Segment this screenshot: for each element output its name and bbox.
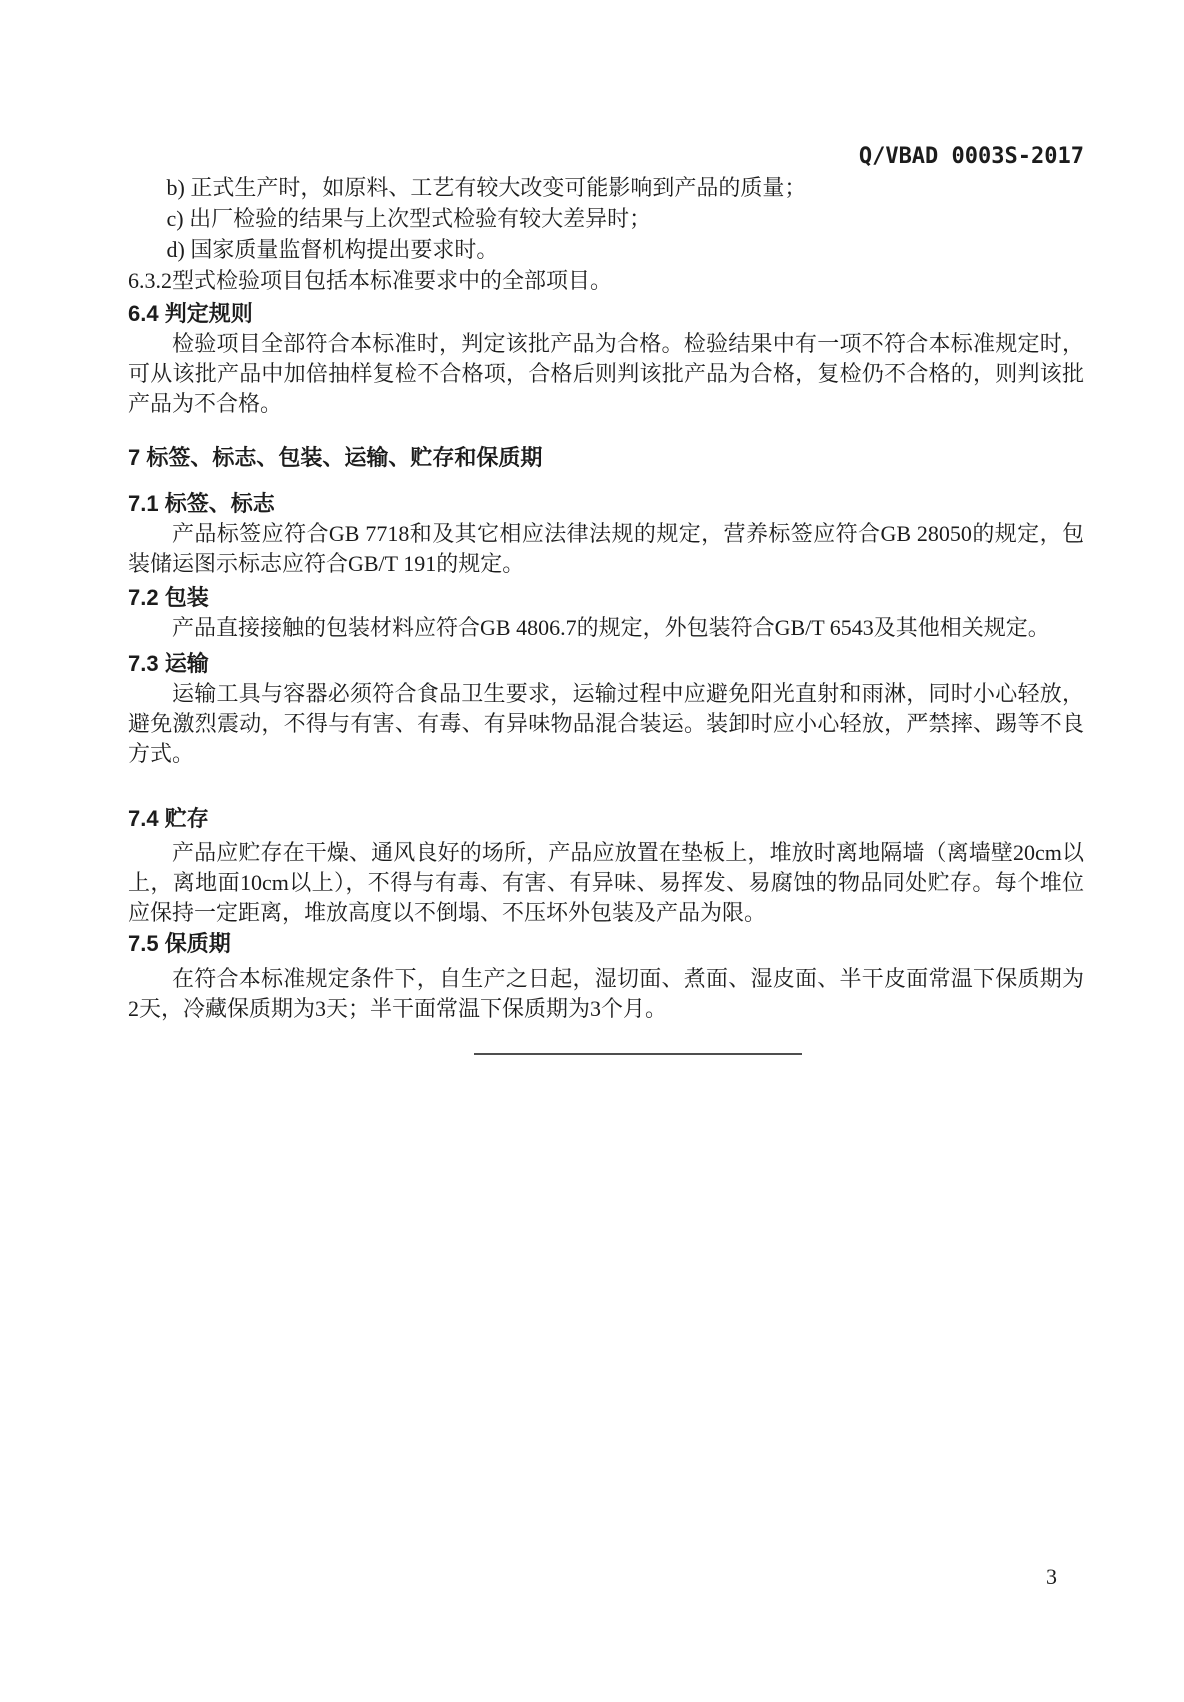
- document-body: [128, 142, 1084, 1055]
- section-heading-7: 7 标签、标志、包装、运输、贮存和保质期: [128, 445, 543, 470]
- paragraph-6-4: 检验项目全部符合本标准时，判定该批产品为合格。检验结果中有一项不符合本标准规定时，可从该批产品中加倍抽样复检不合格项，合格后则判该批产品为合格，复检仍不合格的，则判该批产品为不合格。: [128, 331, 1084, 416]
- page-number: 3: [1046, 1564, 1057, 1589]
- clause-6-3-2: 6.3.2型式检验项目包括本标准要求中的全部项目。: [128, 268, 613, 293]
- paragraph-7-5: 在符合本标准规定条件下，自生产之日起，湿切面、煮面、湿皮面、半干皮面常温下保质期为2天，冷藏保质期为3天；半干面常温下保质期为3个月。: [128, 966, 1084, 1021]
- standard-code-header: Q/VBAD 0003S-2017: [858, 144, 1084, 169]
- section-heading-7-2: 7.2 包装: [128, 585, 209, 610]
- paragraph-7-1: 产品标签应符合GB 7718和及其它相应法律法规的规定，营养标签应符合GB 28050的规定，包装储运图示标志应符合GB/T 191的规定。: [128, 521, 1084, 576]
- section-heading-7-3: 7.3 运输: [128, 651, 209, 676]
- list-item-d: d) 国家质量监督机构提出要求时。: [166, 237, 499, 262]
- list-item-c: c) 出厂检验的结果与上次型式检验有较大差异时；: [166, 206, 652, 231]
- paragraph-7-4: 产品应贮存在干燥、通风良好的场所，产品应放置在垫板上，堆放时离地隔墙（离墙壁20cm以上，离地面10cm以上），不得与有毒、有害、有异味、易挥发、易腐蚀的物品同处贮存。每个堆位应保持一定距离，堆放高度以不倒塌、不压坏外包装及产品为限。: [128, 840, 1084, 925]
- end-of-text-divider: [474, 1053, 802, 1055]
- section-heading-7-1: 7.1 标签、标志: [128, 491, 275, 516]
- paragraph-7-3: 运输工具与容器必须符合食品卫生要求，运输过程中应避免阳光直射和雨淋，同时小心轻放，避免激烈震动，不得与有害、有毒、有异味物品混合装运。装卸时应小心轻放，严禁摔、踢等不良方式。: [128, 681, 1084, 766]
- list-item-b: b) 正式生产时，如原料、工艺有较大改变可能影响到产品的质量；: [166, 175, 807, 200]
- section-heading-6-4: 6.4 判定规则: [128, 301, 253, 326]
- paragraph-7-2: 产品直接接触的包装材料应符合GB 4806.7的规定，外包装符合GB/T 6543及其他相关规定。: [172, 615, 1050, 640]
- section-heading-7-4: 7.4 贮存: [128, 806, 209, 831]
- section-heading-7-5: 7.5 保质期: [128, 931, 231, 956]
